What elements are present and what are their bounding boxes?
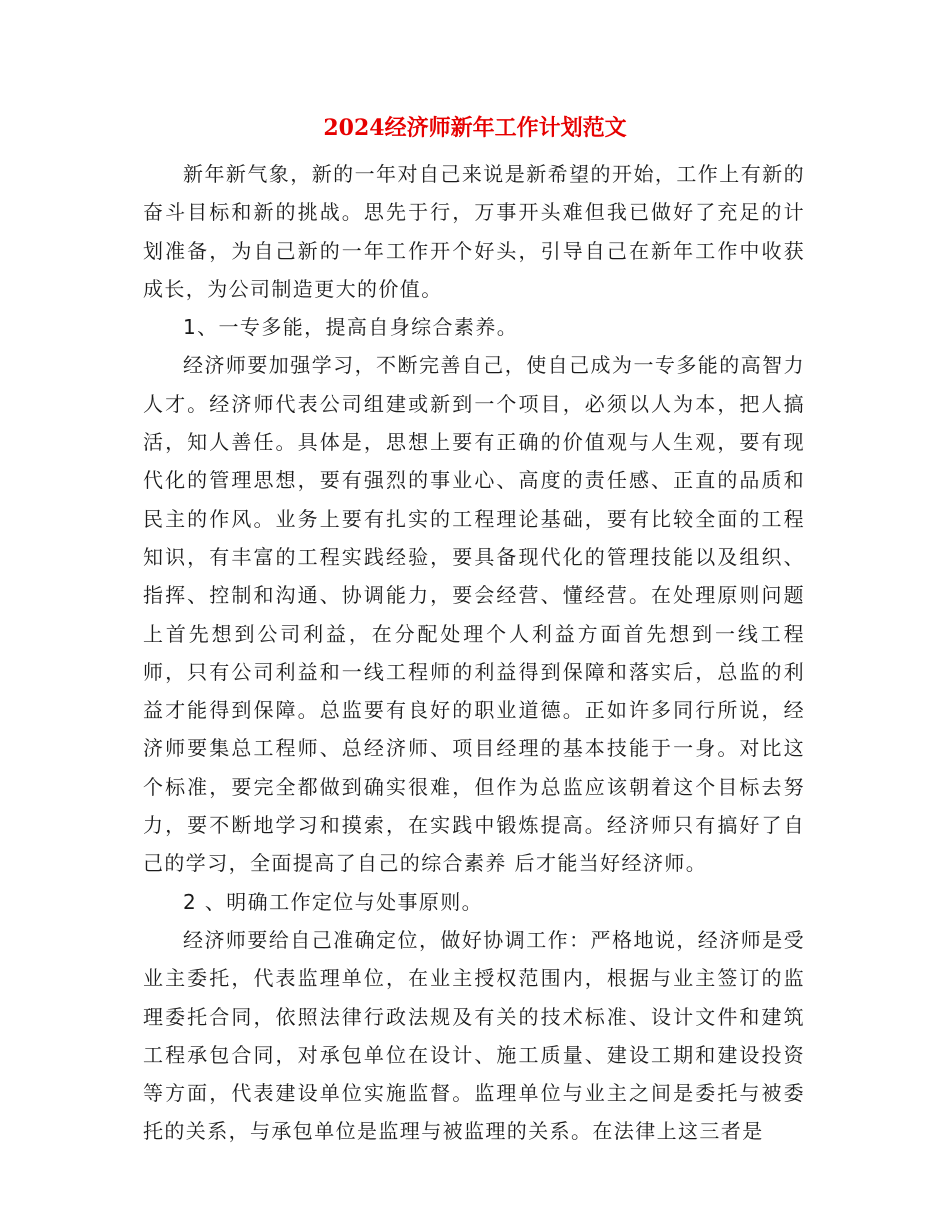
document-title: 2024经济师新年工作计划范文: [323, 115, 627, 141]
paragraph-intro: 新年新气象，新的一年对自己来说是新希望的开始，工作上有新的奋斗目标和新的挑战。思先于行，万事开头难但我已做好了充足的计划准备，为自己新的一年工作开个好头，引导自己在新年工作中收获成长，为公司制造更大的价值。: [143, 162, 805, 301]
document-body: [143, 155, 805, 1151]
paragraph-section-2: 经济师要给自己准确定位，做好协调工作：严格地说，经济师是受业主委托，代表监理单位，在业主授权范围内，根据与业主签订的监理委托合同，依照法律行政法规及有关的技术标准、设计文件和建筑工程承包合同，对承包单位在设计、施工质量、建设工期和建设投资等方面，代表建设单位实施监督。监理单位与业主之间是委托与被委托的关系，与承包单位是监理与被监理的关系。在法律上这三者是: [143, 927, 805, 1144]
paragraph-section-1: 经济师要加强学习，不断完善自己，使自己成为一专多能的高智力人才。经济师代表公司组建或新到一个项目，必须以人为本，把人搞活，知人善任。具体是，思想上要有正确的价值观与人生观，要有现代化的管理思想，要有强烈的事业心、高度的责任感、正直的品质和民主的作风。业务上要有扎实的工程理论基础，要有比较全面的工程知识，有丰富的工程实践经验，要具备现代化的管理技能以及组织、指挥、控制和沟通、协调能力，要会经营、懂经营。在处理原则问题上首先想到公司利益，在分配处理个人利益方面首先想到一线工程师，只有公司利益和一线工程师的利益得到保障和落实后，总监的利益才能得到保障。总监要有良好的职业道德。正如许多同行所说，经济师要集总工程师、总经济师、项目经理的基本技能于一身。对比这个标准，要完全都做到确实很难，但作为总监应该朝着这个目标去努力，要不断地学习和摸索，在实践中锻炼提高。经济师只有搞好了自己的学习，全面提高了自己的综合素养 后才能当好经济师。: [143, 353, 805, 876]
section-heading-2: 2 、明确工作定位与处事原则。: [183, 889, 484, 914]
section-heading-1: 1、一专多能，提高自身综合素养。: [183, 315, 519, 340]
